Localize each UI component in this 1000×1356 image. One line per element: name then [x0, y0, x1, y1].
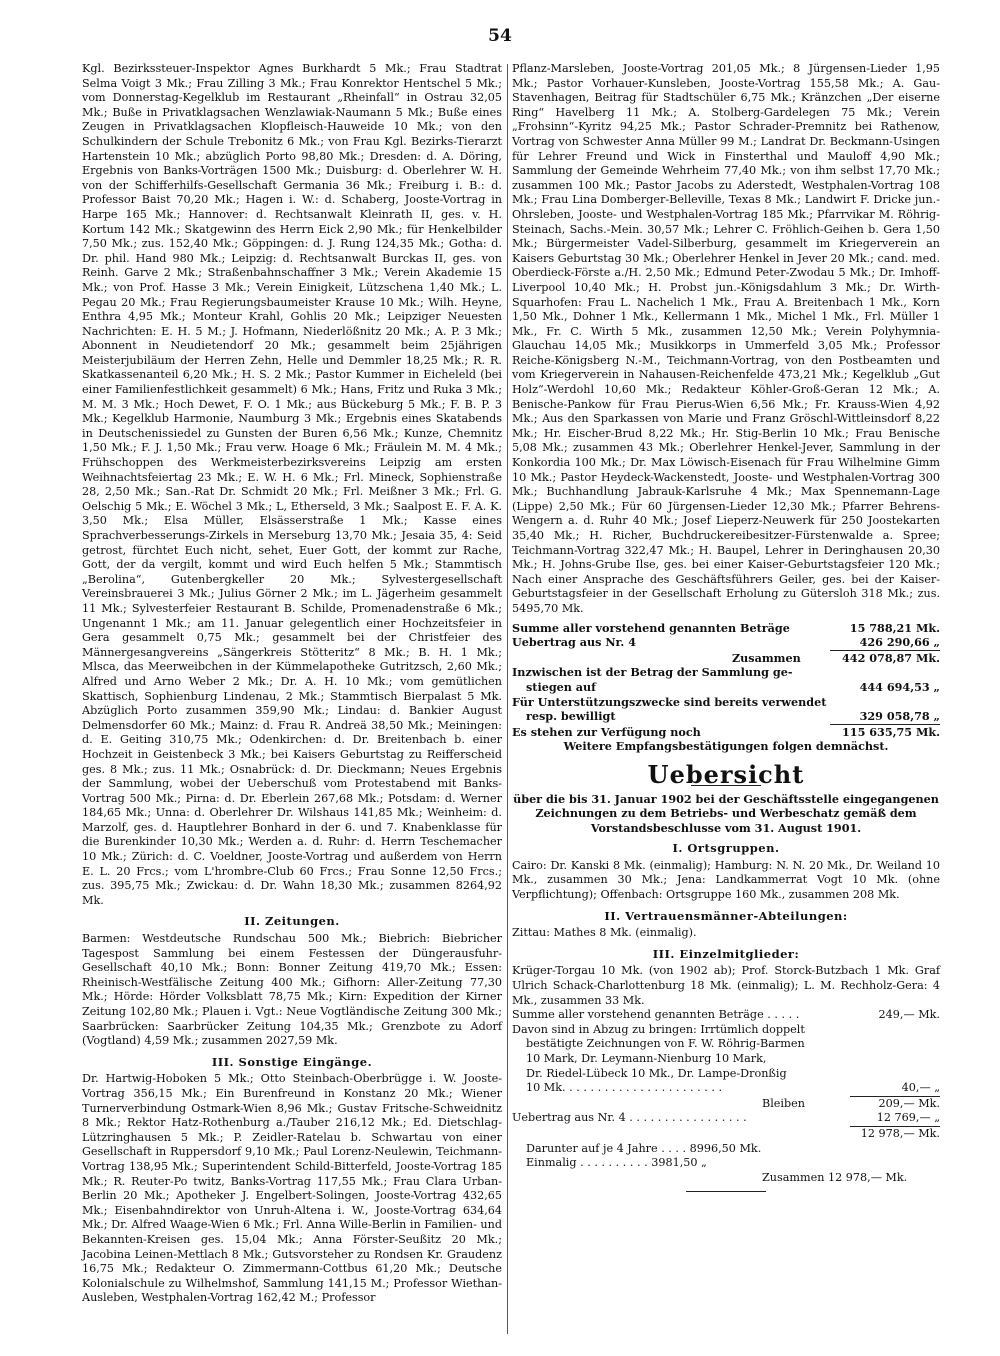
ledger-row — [512, 1142, 940, 1157]
section-heading-other-receipts: III. Sonstige Eingänge. — [211, 1054, 373, 1069]
ledger-label: Einmalig . . . . . . . . . . 3981,50 „ — [526, 1156, 707, 1170]
ledger — [512, 1008, 940, 1185]
ledger-label: Zusammen 12 978,— Mk. — [762, 1170, 908, 1184]
ledger-amount: 12 978,— Mk. — [860, 1126, 940, 1140]
ledger-row — [512, 1127, 940, 1142]
summary-line: Inzwischen ist der Betrag der Sammlung ge- — [512, 665, 793, 680]
ledger-label: Bleiben — [762, 1096, 805, 1110]
summary-block — [512, 621, 940, 754]
summary-line: Zusammen 442 078,87 Mk. — [732, 650, 940, 665]
ledger-label: Davon sind in Abzug zu bringen: Irrtümlich doppelt — [512, 1022, 805, 1036]
ledger-label: Uebertrag aus Nr. 4 . . . . . . . . . . . . . . . . . — [512, 1111, 747, 1125]
page-number: 54 — [488, 26, 512, 46]
ledger-amount: 209,— Mk. — [878, 1096, 940, 1110]
summary-line: stiegen auf 444 694,53 „ — [526, 679, 940, 694]
ledger-row — [512, 1097, 940, 1112]
left-column — [82, 62, 502, 1337]
paragraph: Krüger-Torgau 10 Mk. (von 1902 ab); Prof. Storck-Butzbach 1 Mk. Graf Ulrich Schack-Charlottenburg 18 Mk. (einmalig); L. M. Rechholz-Gera: 4 Mk., zusammen 33 Mk. — [512, 964, 940, 1007]
ledger-row — [512, 1156, 940, 1171]
ledger-label: Darunter auf je 4 Jahre . . . . 8996,50 Mk. — [526, 1141, 762, 1155]
summary-line: resp. bewilligt 329 058,78 „ — [526, 709, 940, 724]
section-heading-individual-members: III. Einzelmitglieder: — [652, 946, 800, 961]
ledger-label: Summe aller vorstehend genannten Beträge . . . . . — [512, 1008, 800, 1022]
overview-subtitle: über die bis 31. Januar 1902 bei der Geschäftsstelle eingegangenen Zeichnungen zu dem Betriebs- und Werbeschatz gemäß dem Vorstandsbeschlusse vom 31. August 1901. — [513, 791, 939, 835]
ledger-amount — [850, 1037, 940, 1052]
right-column — [512, 62, 940, 1337]
ledger-amount: 40,— „ — [850, 1081, 940, 1097]
ledger-row — [512, 1008, 940, 1023]
ledger-amount: 12 769,— „ — [850, 1111, 940, 1127]
summary-line: Es stehen zur Verfügung noch 115 635,75 Mk. — [512, 724, 940, 739]
ledger-amount: 249,— Mk. — [878, 1008, 940, 1022]
ledger-label: 10 Mark, Dr. Leymann-Nienburg 10 Mark, — [526, 1052, 767, 1065]
ledger-row — [512, 1081, 940, 1097]
overview-title: Uebersicht — [647, 759, 805, 789]
ledger-amount — [850, 1067, 940, 1082]
section-heading-local-groups: I. Ortsgruppen. — [672, 841, 780, 856]
paragraph: Cairo: Dr. Kanski 8 Mk. (einmalig); Hamburg: N. N. 20 Mk., Dr. Weiland 10 Mk., zusammen 30 Mk.; Jena: Landkammerrat Vogt 10 Mk. (ohne Verpflichtung); Offenbach: Ortsgruppe 160 Mk., zusammen 208 Mk. — [512, 858, 940, 902]
section-heading-trustee-divisions: II. Vertrauensmänner-Abteilungen: — [604, 908, 848, 923]
ledger-amount — [850, 1156, 940, 1171]
ledger-amount — [850, 1023, 940, 1038]
ledger-label: bestätigte Zeichnungen von F. W. Röhrig-Barmen — [526, 1037, 805, 1051]
summary-line: Uebertrag aus Nr. 4 426 290,66 „ — [512, 635, 940, 650]
ledger-row — [512, 1037, 940, 1052]
end-rule — [686, 1191, 766, 1192]
ledger-row — [512, 1171, 940, 1186]
paragraph: Barmen: Westdeutsche Rundschau 500 Mk.; Biebrich: Biebricher Tagespost Sammlung bei einem Festessen der Düngerausfuhr-Gesellschaft 40,10 Mk.; Bonn: Bonner Zeitung 419,70 Mk.; Essen: Rheinisch-Westfälische Zeitung 400 Mk.; Gifhorn: Aller-Zeitung 77,30 Mk.; Hörde: Hörder Volksblatt 78,75 Mk.; Kirn: Expedition der Kirner Zeitung 102,80 Mk.; Plauen i. Vgt.: Neue Vogtländische Zeitung 300 Mk.; Saarbrücken: Saarbrücker Zeitung 104,35 Mk.; Grenzbote zu Adorf (Vogtland) 4,59 Mk.; zusammen 2027,59 Mk. — [82, 932, 502, 1048]
ledger-row — [512, 1052, 940, 1067]
summary-line: Summe aller vorstehend genannten Beträge 15 788,21 Mk. — [512, 620, 940, 635]
ledger-amount — [850, 1142, 940, 1157]
section-heading-newspapers: II. Zeitungen. — [244, 914, 340, 929]
paragraph: Pflanz-Marsleben, Jooste-Vortrag 201,05 Mk.; 8 Jürgensen-Lieder 1,95 Mk.; Pastor Vorhauer-Kunsleben, Jooste-Vortrag 155,58 Mk.; A. Gau-Stavenhagen, Beitrag für Stadtschüler 6,75 Mk.; Kränzchen „Der eiserne Ring“ Havelberg 11 Mk.; A. Stolberg-Gardelegen 75 Mk.; Verein „Frohsinn“-Kyritz 94,25 Mk.; Pastor Schrader-Premnitz bei Rathenow, Vortrag von Schwester Anna Müller 99 M.; Landrat Dr. Beckmann-Usingen für Lehrer Freund und Wick in Finsterthal und Mauloff 4,90 Mk.; Sammlung der Gemeinde Wehrheim 77,40 Mk.; von ihm selbst 17,70 Mk.; zusammen 100 Mk.; Pastor Jacobs zu Aderstedt, Westphalen-Vortrag 108 Mk.; Frau Lina Domberger-Belleville, Texas 8 Mk.; Landwirt F. Dricke jun.-Ohrsleben, Jooste- und Westphalen-Vortrag 185 Mk.; Pfarrvikar M. Röhrig-Steinach, Sachs.-Mein. 30,57 Mk.; Lehrer C. Fröhlich-Geihen b. Gera 1,50 Mk.; Bürgermeister Vadel-Silberburg, gesammelt im Kriegerverein an Kaisers Geburtstag 30 Mk.; Oberlehrer Henkel in Jever 20 Mk.; cand. med. Oberdieck-Förste a./H. 2,50 Mk.; Edmund Peter-Zwodau 5 Mk.; Dr. Imhoff-Liverpool 10,40 Mk.; H. Probst jun.-Königsdahlum 3 Mk.; Dr. Wirth-Squarhofen: Frau L. Nachelich 1 Mk., Frau A. Breitenbach 1 Mk., Korn 1,50 Mk., Dohner 1 Mk., Kellermann 1 Mk., Michel 1 Mk., Frl. Müller 1 Mk., Fr. C. Wirth 5 Mk., zusammen 12,50 Mk.; Verein Polyhymnia-Glauchau 14,05 Mk.; Musikkorps in Ummerfeld 3,05 Mk.; Professor Reiche-Königsberg N.-M., Teichmann-Vortrag, von den Postbeamten und vom Kriegerverein in Nahausen-Reichenfelde 473,21 Mk.; Kegelklub „Gut Holz“-Werdohl 10,60 Mk.; Redakteur Köhler-Groß-Geran 12 Mk.; A. Benische-Pankow für Frau Pierus-Wien 6,56 Mk.; Fr. Krauss-Wien 4,92 Mk.; Aus den Sparkassen von Marie und Franz Gröschl-Wittleinsdorf 8,22 Mk.; Hr. Eischer-Brud 8,22 Mk.; Hr. Stig-Berlin 10 Mk.; Frau Benische 5,08 Mk.; zusammen 43 Mk.; Oberlehrer Henkel-Jever, Sammlung in der Konkordia 100 Mk.; Dr. Max Löwisch-Eisenach für Frau Wilhelmine Gimm 10 Mk.; Pastor Heydeck-Wackenstedt, Jooste- und Westphalen-Vortrag 300 Mk.; Buchhandlung Jabrauk-Karlsruhe 4 Mk.; Max Spennemann-Lage (Lippe) 2,50 Mk.; Für 60 Jürgensen-Lieder 12,30 Mk.; Pfarrer Behrens-Wengern a. d. Ruhr 40 Mk.; Josef Lieperz-Neuwerk für 250 Joostekarten 35,40 Mk.; H. Richer, Buchdruckereibesitzer-Fürstenwalde a. Spree; Teichmann-Vortrag 322,47 Mk.; H. Baupel, Lehrer in Deringhausen 20,30 Mk.; H. Johns-Grube Ilse, ges. bei einer Kaiser-Geburtstagsfeier 120 Mk.; Nach einer Ansprache des Geschäftsführers Geiler, ges. bei der Kaiser-Geburtstagsfeier in der Gesellschaft Erholung zu Gütersloh 318 Mk.; zus. 5495,70 Mk. — [512, 62, 940, 615]
summary-line: Für Unterstützungszwecke sind bereits verwendet — [512, 694, 827, 709]
ledger-row — [512, 1023, 940, 1038]
ledger-label: Dr. Riedel-Lübeck 10 Mk., Dr. Lampe-Dronßig — [526, 1066, 787, 1080]
ledger-row — [512, 1067, 940, 1082]
ledger-row — [512, 1111, 940, 1127]
paragraph: Kgl. Bezirkssteuer-Inspektor Agnes Burkhardt 5 Mk.; Frau Stadtrat Selma Voigt 3 Mk.; Frau Zilling 3 Mk.; Frau Konrektor Hentschel 5 Mk.; vom Donnerstag-Kegelklub im Restaurant „Rheinfall“ in Ostrau 32,05 Mk.; Buße in Privatklagsachen Wenzlawiak-Naumann 5 Mk.; Buße eines Zeugen in Privatklagsachen Klopfleisch-Hauweide 10 Mk.; von den Schulkindern der Schule Trebonitz 6 Mk.; von Frau Kgl. Bezirks-Tierarzt Hartenstein 10 Mk.; abzüglich Porto 98,80 Mk.; Dresden: d. A. Döring, Ergebnis von Banks-Vorträgen 1500 Mk.; Duisburg: d. Oberlehrer W. H. von der Schifferhilfs-Gesellschaft Germania 36 Mk.; Freiburg i. B.: d. Professor Baist 70,20 Mk.; Hagen i. W.: d. Schaberg, Jooste-Vortrag in Harpe 165 Mk.; Hannover: d. Rechtsanwalt Kleinrath II, ges. v. H. Kortum 142 Mk.; Skatgewinn des Herrn Eick 2,90 Mk.; für Henkelbilder 7,50 Mk.; zus. 152,40 Mk.; Göppingen: d. J. Rung 124,35 Mk.; Gotha: d. Dr. phil. Hand 980 Mk.; Leipzig: d. Rechtsanwalt Burckas II, ges. von Reinh. Garve 2 Mk.; Straßenbahnschaffner 3 Mk.; Verein Akademie 15 Mk.; von Prof. Hasse 3 Mk.; Verein Einigkeit, Lützschena 1,40 Mk.; L. Pegau 20 Mk.; Frau Regierungsbaumeister Krause 10 Mk.; Wilh. Heyne, Enthra 4,95 Mk.; Monteur Krahl, Gohlis 20 Mk.; Leipziger Neuesten Nachrichten: E. H. 5 M.; J. Hofmann, Niederlößnitz 20 Mk.; A. P. 3 Mk.; Abonnent in Neudietendorf 20 Mk.; gesammelt beim 25jährigen Meisterjubiläum der Herren Zehn, Helle und Demmler 18,25 Mk.; R. R. Skatkassenanteil 6,20 Mk.; H. S. 2 Mk.; Pastor Kummer in Eicheleld (bei einer Familienfestlichkeit gesammelt) 6 Mk.; Hans, Fritz und Ruka 3 Mk.; M. M. 3 Mk.; Hoch Dewet, F. O. 1 Mk.; aus Bückeburg 5 Mk.; F. B. P. 3 Mk.; Kegelklub Harmonie, Naumburg 3 Mk.; Ergebnis eines Skatabends in Deutschenissiedel zu Gunsten der Buren 6,56 Mk.; Kunze, Chemnitz 1,50 Mk.; F. J. 1,50 Mk.; Frau verw. Hoage 6 Mk.; Fräulein M. M. 4 Mk.; Frühschoppen des Werkmeisterbezirksvereins Leipzig am ersten Weihnachtsfeiertag 23 Mk.; E. W. H. 6 Mk.; Frl. Mineck, Sophienstraße 28, 2,50 Mk.; San.-Rat Dr. Schmidt 20 Mk.; Frl. Meißner 3 Mk.; Frl. G. Oelschig 5 Mk.; E. Wöchel 3 Mk.; L, Etherseld, 3 Mk.; Saalpost E. F. A. K. 3,50 Mk.; Elsa Müller, Elsässerstraße 1 Mk.; Kasse eines Sprachverbesserungs-Zirkels in Merseburg 13,70 Mk.; Jesaia 35, 4: Seid getrost, fürchtet Euch nicht, sehet, Euer Gott, der kommt zur Rache, Gott, der da vergilt, kommt und wird Euch helfen 5 Mk.; Stammtisch „Berolina“, Gutenbergkeller 20 Mk.; Sylvestergesellschaft Vereinsbrauerei 3 Mk.; Julius Görner 2 Mk.; im L. Jägerheim gesammelt 11 Mk.; Sylvesterfeier Restaurant B. Schilde, Promenadenstraße 6 Mk.; Ungenannt 1 Mk.; am 11. Januar gelegentlich einer Hochzeitsfeier in Gera gesammelt 0,75 Mk.; gesammelt bei der Christfeier des Männergesangvereins „Sängerkreis Stötteritz“ 8 Mk.; B. H. 1 Mk.; Mlsca, das Meerweibchen in der Kümmelapotheke Gutritzsch, 2,60 Mk.; Alfred und Arno Weber 2 Mk.; Dr. A. H. 10 Mk.; vom gemütlichen Skattisch, Sophienburg Lindenau, 2 Mk.; Stammtisch Bierpalast 5 Mk. Abzüglich Porto zusammen 359,90 Mk.; Lindau: d. Bankier August Delmensdorfer 60 Mk.; Mainz: d. Frau R. Andreä 38,50 Mk.; Meiningen: d. E. Geiting 310,75 Mk.; Odenkirchen: d. Dr. Breitenbach b. einer Hochzeit in Geistenbeck 3 Mk.; bei Kaisers Geburtstag zu Reifferscheid ges. 8 Mk.; zus. 11 Mk.; Osnabrück: d. Dr. Dieckmann; Neues Ergebnis der Sammlung, wobei der Ueberschuß vom Protestabend mit Banks-Vortrag 500 Mk.; Pirna: d. Dr. Eberlein 267,68 Mk.; Potsdam: d. Werner 184,65 Mk.; Unna: d. Oberlehrer Dr. Wilshaus 141,85 Mk.; Weinheim: d. Marzolf, ges. d. Hauptlehrer Bonhard in der 6. und 7. Knabenklasse für die Burenkinder 10,30 Mk.; Werden a. d. Ruhr: d. Herrn Teschemacher 10 Mk.; Zürich: d. C. Voeldner, Jooste-Vortrag und außerdem von Herrn E. L. 20 Frcs.; vom L'hrombre-Club 60 Frcs.; Frau Sonne 12,50 Frcs.; zus. 395,75 Mk.; Zwickau: d. Dr. Wahn 18,30 Mk.; zusammen 8264,92 Mk. — [82, 62, 502, 907]
ledger-amount — [850, 1052, 940, 1067]
ledger-amount — [907, 1171, 997, 1186]
summary-note: Weitere Empfangsbestätigungen folgen demnächst. — [563, 739, 889, 754]
ledger-label: 10 Mk. . . . . . . . . . . . . . . . . . . . . . . — [526, 1081, 723, 1095]
column-divider — [507, 64, 508, 1334]
paragraph: Zittau: Mathes 8 Mk. (einmalig). — [512, 926, 697, 940]
paragraph: Dr. Hartwig-Hoboken 5 Mk.; Otto Steinbach-Oberbrügge i. W. Jooste-Vortrag 356,15 Mk.; Ein Burenfreund in Konstanz 20 Mk.; Wiener Turnerverbindung Ostmark-Wien 8,96 Mk.; Gustav Fritsche-Schweidnitz 8 Mk.; Rektor Hatz-Rothenburg a./Tauber 216,12 Mk.; Ed. Dietschlag-Lützringhausen 5 Mk.; P. Zeidler-Ratelau b. Schwartau von einer Gesellschaft in Ruppersdorf 9,10 Mk.; Paul Lorenz-Neulewin, Teichmann-Vortrag 138,95 Mk.; Superintendent Schild-Bitterfeld, Jooste-Vortrag 185 Mk.; R. Reuter-Po twitz, Banks-Vortrag 117,55 Mk.; Frau Clara Urban-Berlin 20 Mk.; Apotheker J. Engelbert-Solingen, Jooste-Vortrag 432,65 Mk.; Eisenbahndirektor von Unruh-Altena i. W., Jooste-Vortrag 634,64 Mk.; Dr. Alfred Waage-Wien 6 Mk.; Frl. Anna Wille-Berlin in Familien- und Bekannten-Kreisen ges. 15,04 Mk.; Anna Förster-Seußitz 20 Mk.; Jacobina Leinen-Mettlach 8 Mk.; Gutsvorsteher zu Rondsen Kr. Graudenz 16,75 Mk.; Redakteur O. Zimmermann-Cottbus 61,20 Mk.; Deutsche Kolonialschule zu Wilhelmshof, Sammlung 141,15 M.; Professor Wiethan-Ausleben, Westphalen-Vortrag 162,42 M.; Professor — [82, 1072, 502, 1305]
